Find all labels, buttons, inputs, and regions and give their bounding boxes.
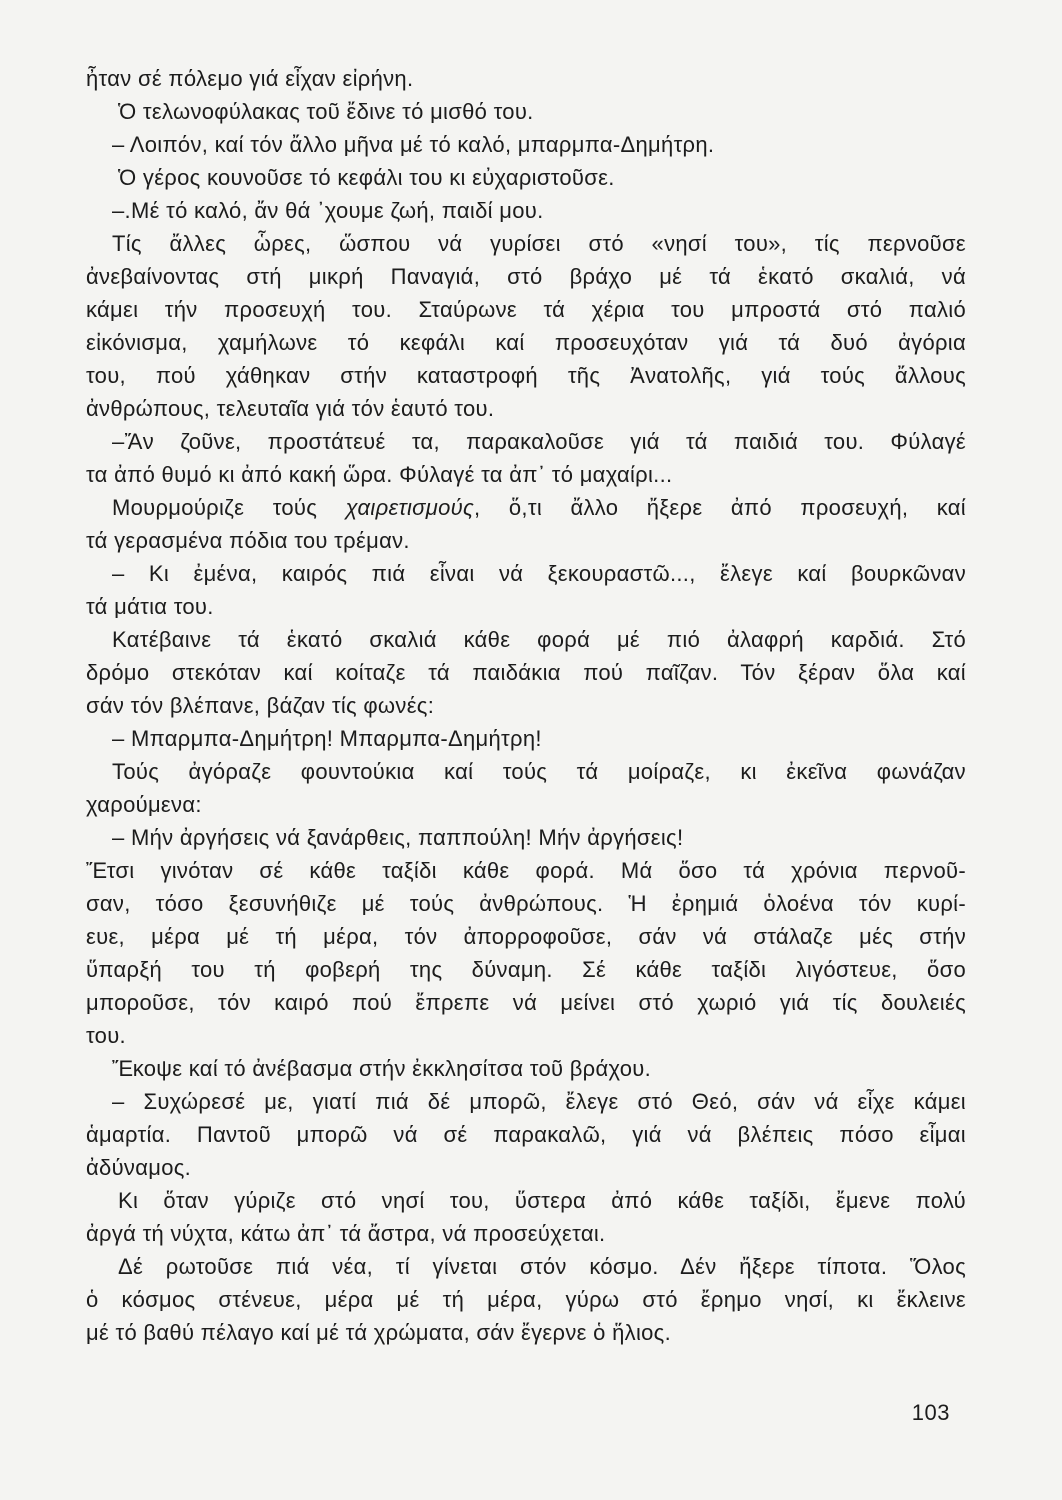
text-line-32: – Συχώρεσέ με, γιατί πιά δέ μπορῶ, ἔλεγε στό Θεό, σάν νά εἶχε κάμει xyxy=(112,1089,966,1114)
text-line-12: –Ἄν ζοῦνε, προστάτευέ τα, παρακαλοῦσε γιά τά παιδιά του. Φύλαγέ xyxy=(112,429,966,454)
text-line-19: δρόμο στεκόταν καί κοίταζε τά παιδάκια πού παῖζαν. Τόν ξέραν ὅλα καί xyxy=(86,660,966,685)
text-line-13: τα ἀπό θυμό κι ἀπό κακή ὥρα. Φύλαγέ τα ἀπ᾽ τό μαχαίρι... xyxy=(86,462,673,487)
text-line-21: – Μπαρμπα-Δημήτρη! Μπαρμπα-Δημήτρη! xyxy=(112,726,542,751)
text-line-26: σαν, τόσο ξεσυνήθιζε μέ τούς ἀνθρώπους. Ἡ ἐρημιά ὁλοένα τόν κυρί- xyxy=(86,891,966,916)
text-line-6: Τίς ἄλλες ὧρες, ὥσπου νά γυρίσει στό «νησί του», τίς περνοῦσε xyxy=(112,231,966,256)
text-line-15: τά γερασμένα πόδια του τρέμαν. xyxy=(86,528,410,553)
text-line-27: ευε, μέρα μέ τή μέρα, τόν ἀπορροφοῦσε, σάν νά στάλαζε μές στήν xyxy=(86,924,966,949)
text-line-10: του, πού χάθηκαν στήν καταστροφή τῆς Ἀνατολῆς, γιά τούς ἄλλους xyxy=(86,363,966,388)
text-line-28: ὕπαρξή του τή φοβερή της δύναμη. Σέ κάθε ταξίδι λιγόστευε, ὅσο xyxy=(86,957,966,982)
text-line-8: κάμει τήν προσευχή του. Σταύρωνε τά χέρια του μπροστά στό παλιό xyxy=(86,297,966,322)
text-line-2: Ὁ τελωνοφύλακας τοῦ ἔδινε τό μισθό του. xyxy=(118,99,534,124)
text-line-5: –.Μέ τό καλό, ἄν θά ᾽χουμε ζωή, παιδί μου. xyxy=(112,198,544,223)
text-line-25: Ἔτσι γινόταν σέ κάθε ταξίδι κάθε φορά. Μά ὅσο τά χρόνια περνοῦ- xyxy=(86,858,966,883)
text-line-33: ἁμαρτία. Παντοῦ μπορῶ νά σέ παρακαλῶ, γιά νά βλέπεις πόσο εἶμαι xyxy=(86,1122,966,1147)
text-line-37: Δέ ρωτοῦσε πιά νέα, τί γίνεται στόν κόσμο. Δέν ἤξερε τίποτα. Ὅλος xyxy=(118,1254,966,1279)
text-line-4: Ὁ γέρος κουνοῦσε τό κεφάλι του κι εὐχαριστοῦσε. xyxy=(118,165,615,190)
text-line-24: – Μήν ἀργήσεις νά ξανάρθεις, παππούλη! Μήν ἀργήσεις! xyxy=(112,825,684,850)
text-line-38: ὁ κόσμος στένευε, μέρα μέ τή μέρα, γύρω στό ἔρημο νησί, κι ἔκλεινε xyxy=(86,1287,966,1312)
text-line-9: εἰκόνισμα, χαμήλωνε τό κεφάλι καί προσευχόταν γιά τά δυό ἀγόρια xyxy=(86,330,966,355)
text-line-31: Ἔκοψε καί τό ἀνέβασμα στήν ἐκκλησίτσα τοῦ βράχου. xyxy=(112,1056,652,1081)
text-line-14-italic: χαιρετισμούς xyxy=(345,495,475,520)
text-line-18: Κατέβαινε τά ἑκατό σκαλιά κάθε φορά μέ πιό ἀλαφρή καρδιά. Στό xyxy=(112,627,966,652)
text-line-16: – Κι ἐμένα, καιρός πιά εἶναι νά ξεκουραστῶ..., ἔλεγε καί βουρκῶναν xyxy=(112,561,966,586)
text-line-30: του. xyxy=(86,1023,126,1048)
text-line-23: χαρούμενα: xyxy=(86,792,202,817)
text-line-34: ἀδύναμος. xyxy=(86,1155,192,1180)
text-line-14 xyxy=(86,491,966,524)
text-line-17: τά μάτια του. xyxy=(86,594,214,619)
page-text xyxy=(86,62,966,1349)
text-line-29: μποροῦσε, τόν καιρό πού ἔπρεπε νά μείνει στό χωριό γιά τίς δουλειές xyxy=(86,990,966,1015)
text-line-14-start: Μουρμούριζε τούς xyxy=(112,495,318,520)
text-line-14-end: , ὅ,τι ἄλλο ἤξερε ἀπό προσευχή, καί xyxy=(474,495,966,520)
text-line-11: ἀνθρώπους, τελευταῖα γιά τόν ἑαυτό του. xyxy=(86,396,495,421)
page-number: 103 xyxy=(911,1400,950,1425)
text-line-22: Τούς ἀγόραζε φουντούκια καί τούς τά μοίραζε, κι ἐκεῖνα φωνάζαν xyxy=(112,759,966,784)
text-line-39: μέ τό βαθύ πέλαγο καί μέ τά χρώματα, σάν ἔγερνε ὁ ἥλιος. xyxy=(86,1320,671,1345)
text-line-3: – Λοιπόν, καί τόν ἄλλο μῆνα μέ τό καλό, μπαρμπα-Δημήτρη. xyxy=(112,132,715,157)
text-line-20: σάν τόν βλέπανε, βάζαν τίς φωνές: xyxy=(86,693,435,718)
text-line-35: Κι ὅταν γύριζε στό νησί του, ὕστερα ἀπό κάθε ταξίδι, ἔμενε πολύ xyxy=(118,1188,966,1213)
text-line-1: ἦταν σέ πόλεμο γιά εἶχαν εἰρήνη. xyxy=(86,66,414,91)
text-line-7: ἀνεβαίνοντας στή μικρή Παναγιά, στό βράχο μέ τά ἑκατό σκαλιά, νά xyxy=(86,264,966,289)
text-line-36: ἀργά τή νύχτα, κάτω ἀπ᾽ τά ἄστρα, νά προσεύχεται. xyxy=(86,1221,606,1246)
